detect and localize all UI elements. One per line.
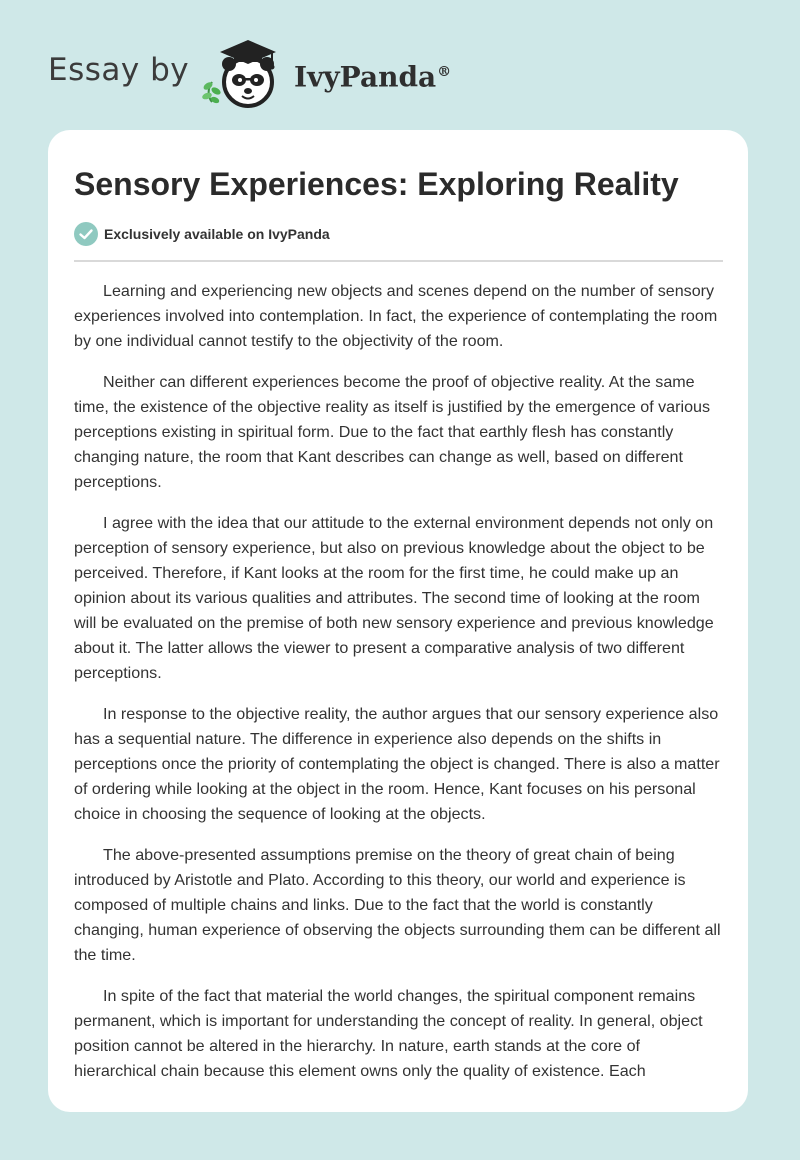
essay-by-label: Essay by <box>48 52 190 88</box>
exclusive-badge-label: Exclusively available on IvyPanda <box>104 226 330 242</box>
brand-name[interactable] <box>294 52 451 97</box>
paragraph: In response to the objective reality, the author argues that our sensory experience also has a sequential nature. The difference in experience also depends on the shifts in perceptions once the priority of contemplating the object is changed. There is also a matter of ordering while looking at the object in the room. Hence, Kant focuses on his personal choice in choosing the sequence of looking at the objects. <box>74 705 720 823</box>
registered-mark: ® <box>437 64 452 80</box>
paragraph: In spite of the fact that material the world changes, the spiritual component remains permanent, which is important for understanding the concept of reality. In general, object position cannot be altered in the hierarchy. In nature, earth stands at the core of hierarchical chain because this element owns only the quality of existence. Each <box>74 987 703 1080</box>
page-title: Sensory Experiences: Exploring Reality <box>74 166 679 202</box>
title-divider <box>74 260 723 262</box>
leaf-sprig-icon <box>201 81 222 105</box>
paragraph: I agree with the idea that our attitude to the external environment depends not only on perception of sensory experience, but also on previous knowledge about the object to be perceived. Therefore, if Kant looks at the room for the first time, he could make up an opinion about its various qualities and attributes. The second time of looking at the room will be evaluated on the premise of both new sensory experience and previous knowledge about it. The latter allows the viewer to present a comparative analysis of two different perceptions. <box>74 514 714 682</box>
paragraph: The above-presented assumptions premise on the theory of great chain of being introduced by Aristotle and Plato. According to this theory, our world and experience is composed of multiple chains and links. Due to the fact that the world is constantly changing, human experience of observing the objects surrounding them can be different all the time. <box>74 846 721 964</box>
paragraph: Neither can different experiences become the proof of objective reality. At the same time, the existence of the objective reality as itself is justified by the emergence of various perceptions existing in spiritual form. Due to the fact that earthly flesh has constantly changing nature, the room that Kant describes can change as well, based on different perceptions. <box>74 373 711 491</box>
exclusive-badge <box>74 222 330 246</box>
site-header <box>0 0 800 130</box>
brand-text: IvyPanda <box>294 60 437 94</box>
essay-card <box>48 130 748 1112</box>
panda-graduate-logo-icon[interactable] <box>198 36 288 110</box>
essay-body <box>74 279 726 1100</box>
paragraph: Learning and experiencing new objects and scenes depend on the number of sensory experiences involved into contemplation. In fact, the experience of contemplating the room by one individual cannot testify to the objectivity of the room. <box>74 282 718 350</box>
check-circle-icon <box>74 222 98 246</box>
